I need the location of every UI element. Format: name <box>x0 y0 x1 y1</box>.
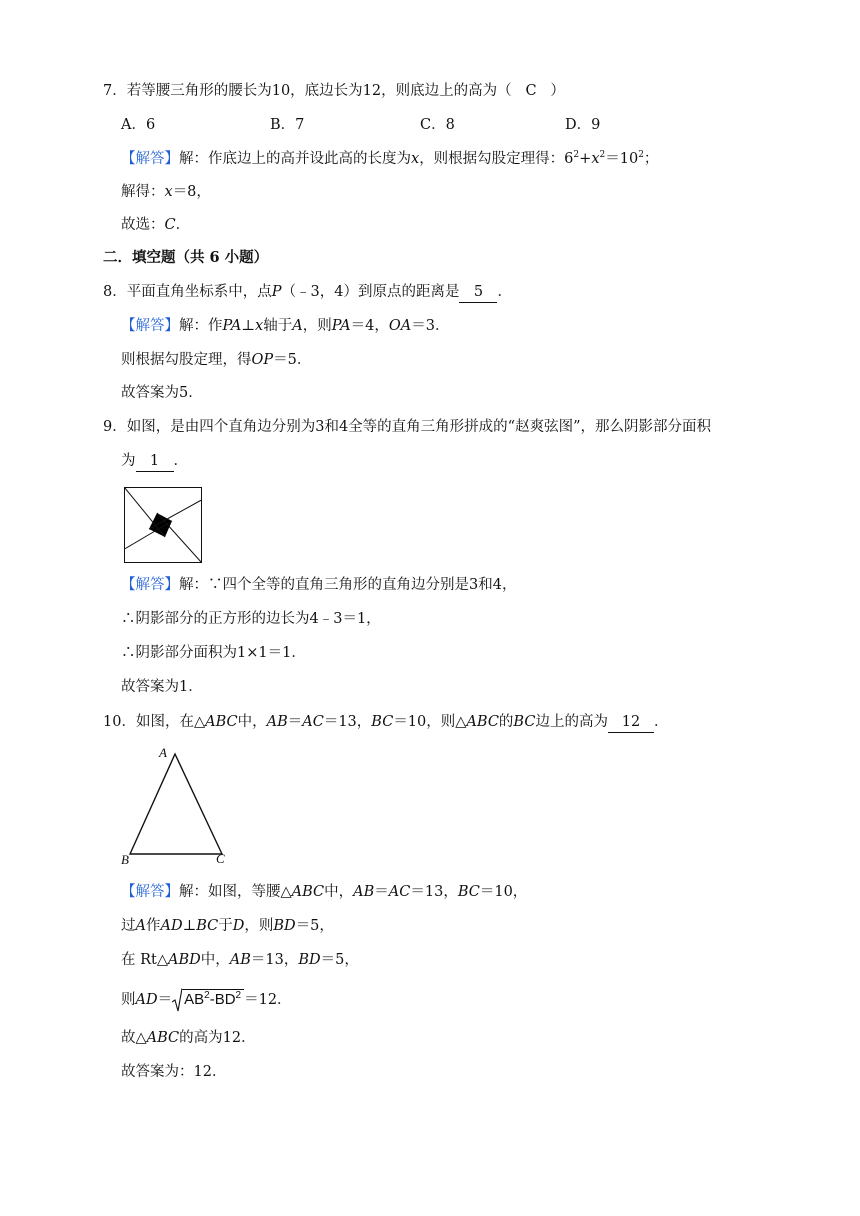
q8-solution-line-3: 故答案为5． <box>121 385 203 401</box>
q8-solution-line-2: 则根据勾股定理，得OP＝5． <box>121 352 312 368</box>
triangle-abc <box>130 754 222 854</box>
q10-solution-line-6: 故答案为：12． <box>121 1064 227 1080</box>
solution-tag: 【解答】 <box>121 884 179 900</box>
solution-tag: 【解答】 <box>121 318 179 334</box>
q7-option-d: D．9 <box>565 117 601 133</box>
q10-stem: 10．如图，在△ABC中，AB＝AC＝13，BC＝10，则△ABC的BC边上的高为 12 ． <box>103 712 668 733</box>
q7-solution-line-1: 【解答】解：作底边上的高并设此高的长度为x，则根据勾股定理得：$6^2+x^2=10^2$； <box>121 150 659 167</box>
q9-solution-line-1: 【解答】解：∵四个全等的直角三角形的直角边分别是3和4， <box>121 577 517 593</box>
q7-stem: 7．若等腰三角形的腰长为10，底边长为12，则底边上的高为（ C ） <box>103 83 565 99</box>
vertex-label-a: A <box>159 745 167 760</box>
q10-solution-line-5: 故△ABC的高为12． <box>121 1030 256 1046</box>
vertex-label-c: C <box>216 851 225 866</box>
q9-stem-line-1: 9．如图，是由四个直角边分别为3和4全等的直角三角形拼成的“赵爽弦图”，那么阴影部分面积 <box>103 419 712 435</box>
q9-solution-line-4: 故答案为1． <box>121 679 203 695</box>
q9-solution-line-3: ∴阴影部分面积为1×1＝1． <box>121 645 306 661</box>
zhao-shuang-diagram <box>124 487 202 563</box>
q8-solution-line-1: 【解答】解：作PA⊥x轴于A，则PA＝4，OA＝3． <box>121 318 450 334</box>
q7-solution-line-2: 解得：x＝8， <box>121 184 211 200</box>
q7-answer: C <box>525 83 537 99</box>
solution-tag: 【解答】 <box>121 577 179 593</box>
q9-stem-line-2: 为 1 ． <box>121 451 188 472</box>
square-root-expression: $AB^2-BD^2$ <box>172 988 244 1012</box>
section-title: 二．填空题（共 6 小题） <box>103 249 269 266</box>
q10-solution-line-4: 则$AD= AB^2-BD^2 =12$． <box>121 988 292 1012</box>
q10-solution-line-1: 【解答】解：如图，等腰△ABC中，AB＝AC＝13，BC＝10， <box>121 884 528 900</box>
q7-option-b: B．7 <box>270 117 305 133</box>
triangle-abc-figure <box>118 742 233 867</box>
q9-answer-blank: 1 <box>136 451 174 472</box>
q8-stem: 8．平面直角坐标系中，点P（﹣3，4）到原点的距离是 5 ． <box>103 282 512 303</box>
q10-answer-blank: 12 <box>608 712 654 733</box>
q7-option-a: A．6 <box>121 117 156 133</box>
q9-solution-line-2: ∴阴影部分的正方形的边长为4﹣3＝1， <box>121 611 381 627</box>
q10-solution-line-3: 在 Rt△ABD中，AB＝13，BD＝5， <box>121 952 359 968</box>
q7-solution-line-3: 故选：C． <box>121 217 191 233</box>
vertex-label-b: B <box>121 852 129 867</box>
q10-solution-line-2: 过A作AD⊥BC于D，则BD＝5， <box>121 918 334 934</box>
radical-sign-icon <box>172 988 182 1012</box>
solution-tag: 【解答】 <box>121 151 179 167</box>
q7-option-c: C．8 <box>420 117 455 133</box>
q8-answer-blank: 5 <box>459 282 497 303</box>
